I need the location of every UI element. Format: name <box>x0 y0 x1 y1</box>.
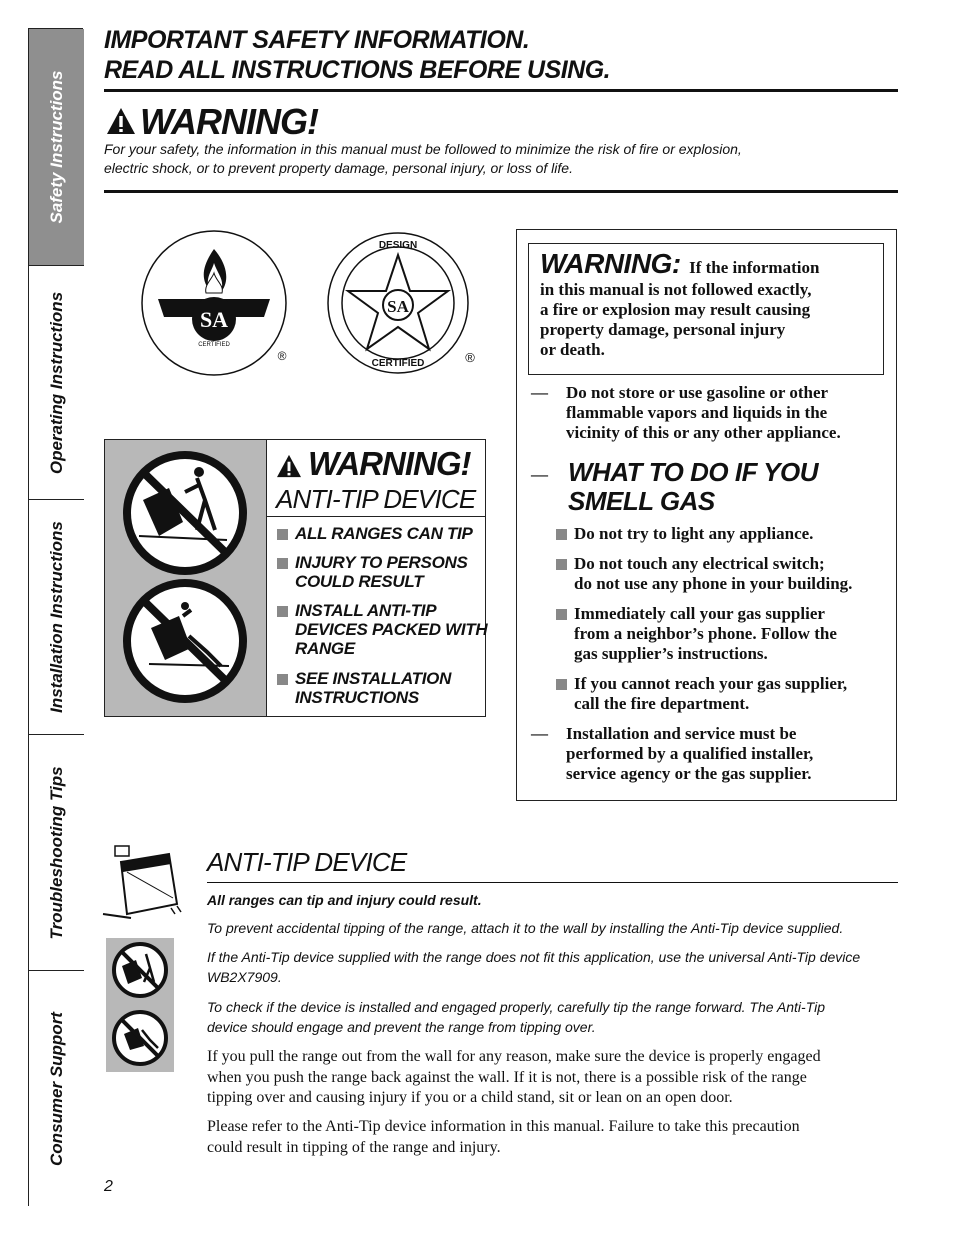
anti-tip-subtitle: ANTI-TIP DEVICE <box>276 484 476 514</box>
tab-installation-instructions[interactable]: Installation Instructions <box>29 500 84 735</box>
section-tabs <box>28 28 83 1206</box>
tab-safety-instructions[interactable]: Safety Instructions <box>29 29 84 266</box>
bullet-square-icon <box>277 558 288 569</box>
anti-tip-item-2: INJURY TO PERSONS COULD RESULT <box>277 553 468 591</box>
anti-tip-paragraph-5: Please refer to the Anti-Tip device information in this manual. Failure to take this precaution could result in tipping of the range and injury. <box>207 1118 800 1156</box>
smell-gas-item-3: Immediately call your gas supplier from a neighbor’s phone. Follow the gas supplier’s instructions. <box>556 604 837 664</box>
csa-flame-certification-logo <box>140 229 300 379</box>
anti-tip-paragraph-4: If you pull the range out from the wall for any reason, make sure the device is properly engaged when you push the range back against the wall. If it is not, there is a possible risk of the range tipping over and causing injury if you or a child stand, sit or lean on an open door. <box>207 1048 821 1106</box>
page-number: 2 <box>104 1178 113 1195</box>
smell-gas-item-4: If you cannot reach your gas supplier, call the fire department. <box>556 674 847 714</box>
svg-text:SA: SA <box>199 307 229 332</box>
anti-tip-section-rule <box>207 882 898 883</box>
svg-text:CERTIFIED: CERTIFIED <box>371 358 425 369</box>
gas-warning-title: WARNING: <box>540 248 681 279</box>
bullet-square-icon <box>277 674 288 685</box>
csa-design-certified-logo <box>326 231 482 377</box>
smell-gas-item-1: Do not try to light any appliance. <box>556 524 813 544</box>
smell-gas-heading: WHAT TO DO IF YOU SMELL GAS <box>568 457 819 516</box>
anti-tip-item-1: ALL RANGES CAN TIP <box>277 524 473 543</box>
header-line-1: IMPORTANT SAFETY INFORMATION. <box>104 26 530 54</box>
registered-mark-1: ® <box>277 349 287 363</box>
gas-warning-title-row: WARNING: If the information <box>540 248 820 279</box>
gas-warning-intro: in this manual is not followed exactly, a fire or explosion may result causing property damage, personal injury or death. <box>540 280 812 359</box>
anti-tip-paragraph-1: To prevent accidental tipping of the range, attach it to the wall by installing the Anti-Tip device supplied. <box>207 920 844 936</box>
anti-tip-section-heading: ANTI-TIP DEVICE <box>207 847 407 877</box>
bullet-square-icon <box>277 529 288 540</box>
svg-text:SA: SA <box>387 297 409 316</box>
top-warning-text: For your safety, the information in this manual must be followed to minimize the risk of fire or explosion, electric shock, or to prevent property damage, personal injury, or loss of life. <box>104 141 742 176</box>
warning-triangle-icon <box>106 107 136 135</box>
smell-gas-item-2: Do not touch any electrical switch; do not use any phone in your building. <box>556 554 852 594</box>
dash-3: — <box>531 724 548 743</box>
dash-1: — <box>531 383 548 402</box>
store-warning-text: Do not store or use gasoline or other flammable vapors and liquids in the vicinity of this or any other appliance. <box>566 383 841 442</box>
anti-tip-prohibition-panel <box>105 440 266 716</box>
small-prohibition-panel <box>106 938 174 1072</box>
warning-rule <box>104 190 898 193</box>
anti-tip-divider-h <box>266 516 485 517</box>
anti-tip-item-3: INSTALL ANTI-TIP DEVICES PACKED WITH RANGE <box>277 601 487 658</box>
tab-troubleshooting-tips[interactable]: Troubleshooting Tips <box>29 735 84 971</box>
header-line-2: READ ALL INSTRUCTIONS BEFORE USING. <box>104 56 611 84</box>
header-rule <box>104 89 898 92</box>
bullet-square-icon <box>556 529 567 540</box>
bullet-square-icon <box>556 559 567 570</box>
anti-tip-paragraph-2: If the Anti-Tip device supplied with the range does not fit this application, use the universal Anti-Tip device WB2X7909. <box>207 949 861 985</box>
no-tipping-illustration <box>105 440 266 716</box>
anti-tip-paragraph-3: To check if the device is installed and engaged properly, carefully tip the range forward. The Anti-Tip device should engage and prevent the range from tipping over. <box>207 999 826 1035</box>
svg-text:DESIGN: DESIGN <box>378 240 418 251</box>
bullet-square-icon <box>277 606 288 617</box>
bullet-square-icon <box>556 609 567 620</box>
tab-operating-instructions[interactable]: Operating Instructions <box>29 266 84 500</box>
svg-text:CERTIFIED: CERTIFIED <box>198 342 230 348</box>
page-header <box>104 25 610 85</box>
tipping-range-illustration <box>101 842 185 922</box>
anti-tip-divider-v <box>266 440 267 716</box>
anti-tip-item-4: SEE INSTALLATION INSTRUCTIONS <box>277 669 451 707</box>
dash-2: — <box>531 465 548 484</box>
bullet-square-icon <box>556 679 567 690</box>
warning-triangle-icon <box>276 454 302 478</box>
small-no-tipping-icon <box>106 938 174 1072</box>
anti-tip-bold-line: All ranges can tip and injury could result. <box>207 892 482 908</box>
install-service-text: Installation and service must be performed by a qualified installer, service agency or the gas supplier. <box>566 724 814 783</box>
registered-mark-2: ® <box>465 350 475 365</box>
tab-consumer-support[interactable]: Consumer Support <box>29 971 84 1206</box>
